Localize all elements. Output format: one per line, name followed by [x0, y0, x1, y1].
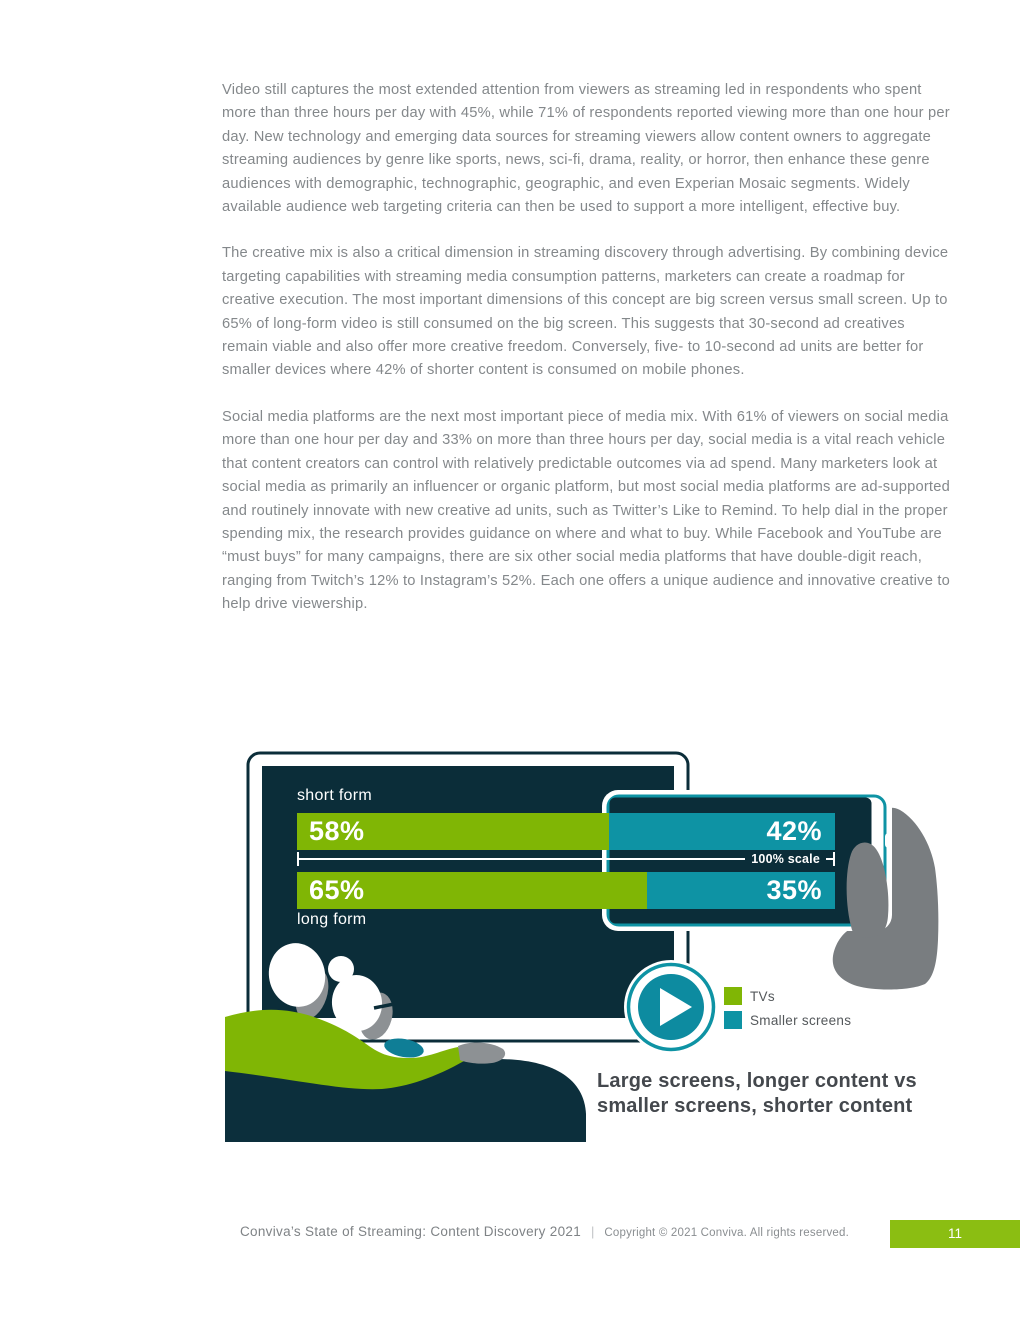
bar-value-label: 58% — [309, 816, 365, 846]
play-button[interactable] — [624, 960, 718, 1054]
caption-line: Large screens, longer content vs — [597, 1070, 917, 1092]
chart-caption — [597, 1069, 957, 1119]
footer-separator: | — [591, 1224, 595, 1239]
phone-side-button — [885, 833, 892, 848]
legend-swatch-tvs — [724, 987, 742, 1005]
scale-axis — [297, 851, 835, 867]
bar-segment-smaller-short — [609, 813, 835, 850]
body-text — [222, 79, 950, 640]
scale-label: 100% scale — [745, 851, 826, 867]
bar-segment-smaller-long — [647, 872, 835, 909]
bar-segment-tvs-short — [297, 813, 609, 850]
chart-legend — [724, 987, 851, 1035]
paragraph-creative-mix: The creative mix is also a critical dimension in streaming discovery through advertising. By combining device targeting capabilities with streaming media consumption patterns, marketers can create a roadmap for creative execution. The most important dimensions of this concept are big screen versus small screen. Up to 65% of long-form video is still consumed on the big screen. This suggests that 30-second ad creatives remain viable and also offer more creative freedom. Conversely, five- to 10-second ad units are better for smaller devices where 42% of shorter content is consumed on mobile phones. — [222, 245, 949, 379]
legend-item-smaller-screens — [724, 1011, 851, 1029]
caption-line: smaller screens, shorter content — [597, 1095, 913, 1117]
footer-copyright: Copyright © 2021 Conviva. All rights reserved. — [604, 1227, 850, 1239]
paragraph-video-attention: Video still captures the most extended attention from viewers as streaming led in respondents who spent more than three hours per day with 45%, while 71% of respondents reported viewing more than one hour per day. New technology and emerging data sources for streaming viewers allow content owners to aggregate streaming audiences by genre like sports, news, sci-fi, drama, reality, or horror, then enhance these genre audiences with demographic, technographic, geographic, and even Experian Mosaic segments. Widely available audience web targeting criteria can then be used to support a more intelligent, effective buy. — [222, 82, 950, 216]
bar-value-label: 35% — [766, 875, 822, 905]
scale-tick-right — [833, 852, 835, 866]
paragraph-social-media: Social media platforms are the next most important piece of media mix. With 61% of viewers on social media more than one hour per day and 33% on more than three hours per day, social media is a vital reach vehicle that content creators can control with relatively predictable outcomes via ad spend. Many marketers look at social media as primarily an influencer or organic platform, but most social media platforms are ad-supported and routinely innovate with new creative ad units, such as Twitter’s Like to Remind. To help dial in the proper spending mix, the research provides guidance on where and what to buy. While Facebook and YouTube are “must buys” for many campaigns, there are six other social media platforms that have double-digit reach, ranging from Twitch’s 12% to Instagram’s 52%. Each one offers a unique audience and innovative creative to help drive viewership. — [222, 408, 950, 613]
scale-tick-left — [297, 852, 299, 866]
legend-swatch-smaller-screens — [724, 1011, 742, 1029]
bar-value-label: 65% — [309, 875, 365, 905]
bar-label-long-form: long form — [297, 911, 367, 928]
bar-segment-tvs-long — [297, 872, 647, 909]
legend-item-tvs — [724, 987, 851, 1005]
footer-report-title: Conviva’s State of Streaming: Content Discovery 2021 — [240, 1224, 582, 1239]
bar-label-short-form: short form — [297, 787, 373, 804]
bar-row-short-form — [297, 813, 835, 850]
bar-value-label: 42% — [766, 816, 822, 846]
legend-label: Smaller screens — [750, 1012, 852, 1028]
page-footer — [240, 1224, 849, 1239]
legend-label: TVs — [750, 988, 775, 1004]
resting-hand-illustration — [458, 1042, 505, 1063]
page-number-badge: 11 — [890, 1220, 1020, 1248]
bar-row-long-form — [297, 872, 835, 909]
